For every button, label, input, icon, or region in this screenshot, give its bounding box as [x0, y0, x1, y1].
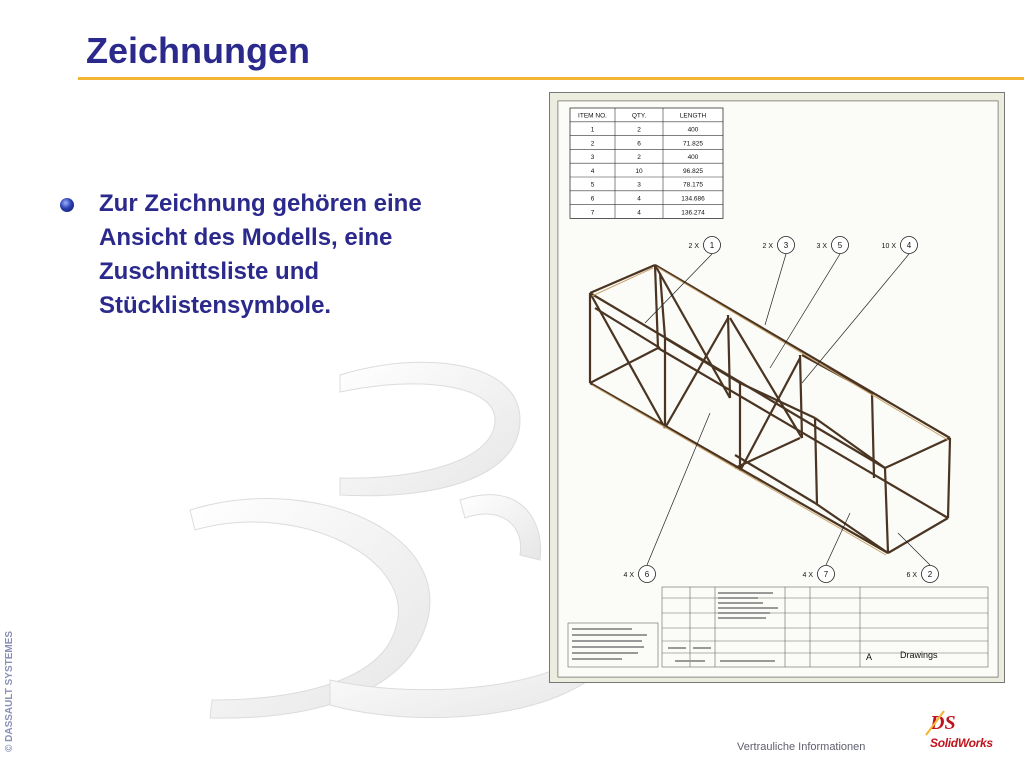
- balloon-quantity: 4 X: [802, 572, 813, 579]
- title-underline: [78, 77, 1024, 80]
- cut-list-cell: 71.825: [683, 140, 703, 148]
- cut-list-cell: 10: [635, 167, 643, 175]
- bullet-icon: [60, 198, 74, 212]
- balloon-quantity: 2 X: [762, 243, 773, 250]
- cut-list-cell: 4: [590, 167, 595, 175]
- cut-list-cell: 6: [637, 140, 641, 148]
- cut-list-cell: 4: [637, 209, 641, 217]
- cut-list-cell: 134.686: [681, 195, 705, 203]
- cut-list-cell: 400: [687, 126, 699, 134]
- cut-list-cell: 96.825: [683, 167, 703, 175]
- cut-list-header: QTY.: [631, 112, 647, 120]
- balloon-item-number: 4: [906, 241, 912, 250]
- title-block-name: Drawings: [900, 650, 938, 660]
- cut-list-cell: 2: [637, 154, 641, 162]
- confidential-label: Vertrauliche Informationen: [737, 741, 866, 753]
- cut-list-header: LENGTH: [679, 112, 707, 120]
- cut-list-cell: 3: [590, 154, 595, 162]
- cut-list-cell: 1: [590, 126, 595, 134]
- balloon-item-number: 3: [783, 241, 789, 250]
- balloon-quantity: 4 X: [623, 572, 634, 579]
- balloon-quantity: 2 X: [688, 243, 699, 250]
- balloon-item-number: 7: [823, 570, 829, 579]
- cut-list-cell: 7: [590, 209, 595, 217]
- cut-list-cell: 5: [590, 181, 595, 189]
- cut-list-cell: 2: [637, 126, 641, 134]
- slide-title: Zeichnungen: [86, 30, 310, 71]
- balloon-item-number: 1: [709, 241, 715, 250]
- balloon-quantity: 10 X: [881, 243, 896, 250]
- solidworks-logo-text: SolidWorks: [930, 736, 993, 750]
- cut-list-header: ITEM NO.: [578, 112, 607, 120]
- cut-list-table: [570, 108, 723, 218]
- bullet-text: Zur Zeichnung gehören eine Ansicht des Modells, eine Zuschnittsliste und Stücklistensymbole.: [99, 190, 422, 319]
- balloon-quantity: 6 X: [906, 572, 917, 579]
- title-block-size: A: [866, 652, 873, 662]
- cut-list-cell: 3: [637, 181, 641, 189]
- balloon-item-number: 6: [644, 570, 650, 579]
- cut-list-cell: 400: [687, 154, 699, 162]
- cut-list-cell: 78.175: [683, 181, 703, 189]
- copyright-text: © DASSAULT SYSTEMES: [4, 630, 15, 752]
- cut-list-cell: 2: [590, 140, 595, 148]
- cut-list-cell: 136.274: [681, 209, 705, 217]
- balloon-item-number: 2: [927, 570, 933, 579]
- cut-list-cell: 6: [590, 195, 595, 203]
- balloon-quantity: 3 X: [816, 243, 827, 250]
- cut-list-cell: 4: [637, 195, 641, 203]
- balloon-item-number: 5: [837, 241, 843, 250]
- drawing-sheet-image: [549, 92, 1005, 683]
- logo-mark: DS: [930, 712, 956, 734]
